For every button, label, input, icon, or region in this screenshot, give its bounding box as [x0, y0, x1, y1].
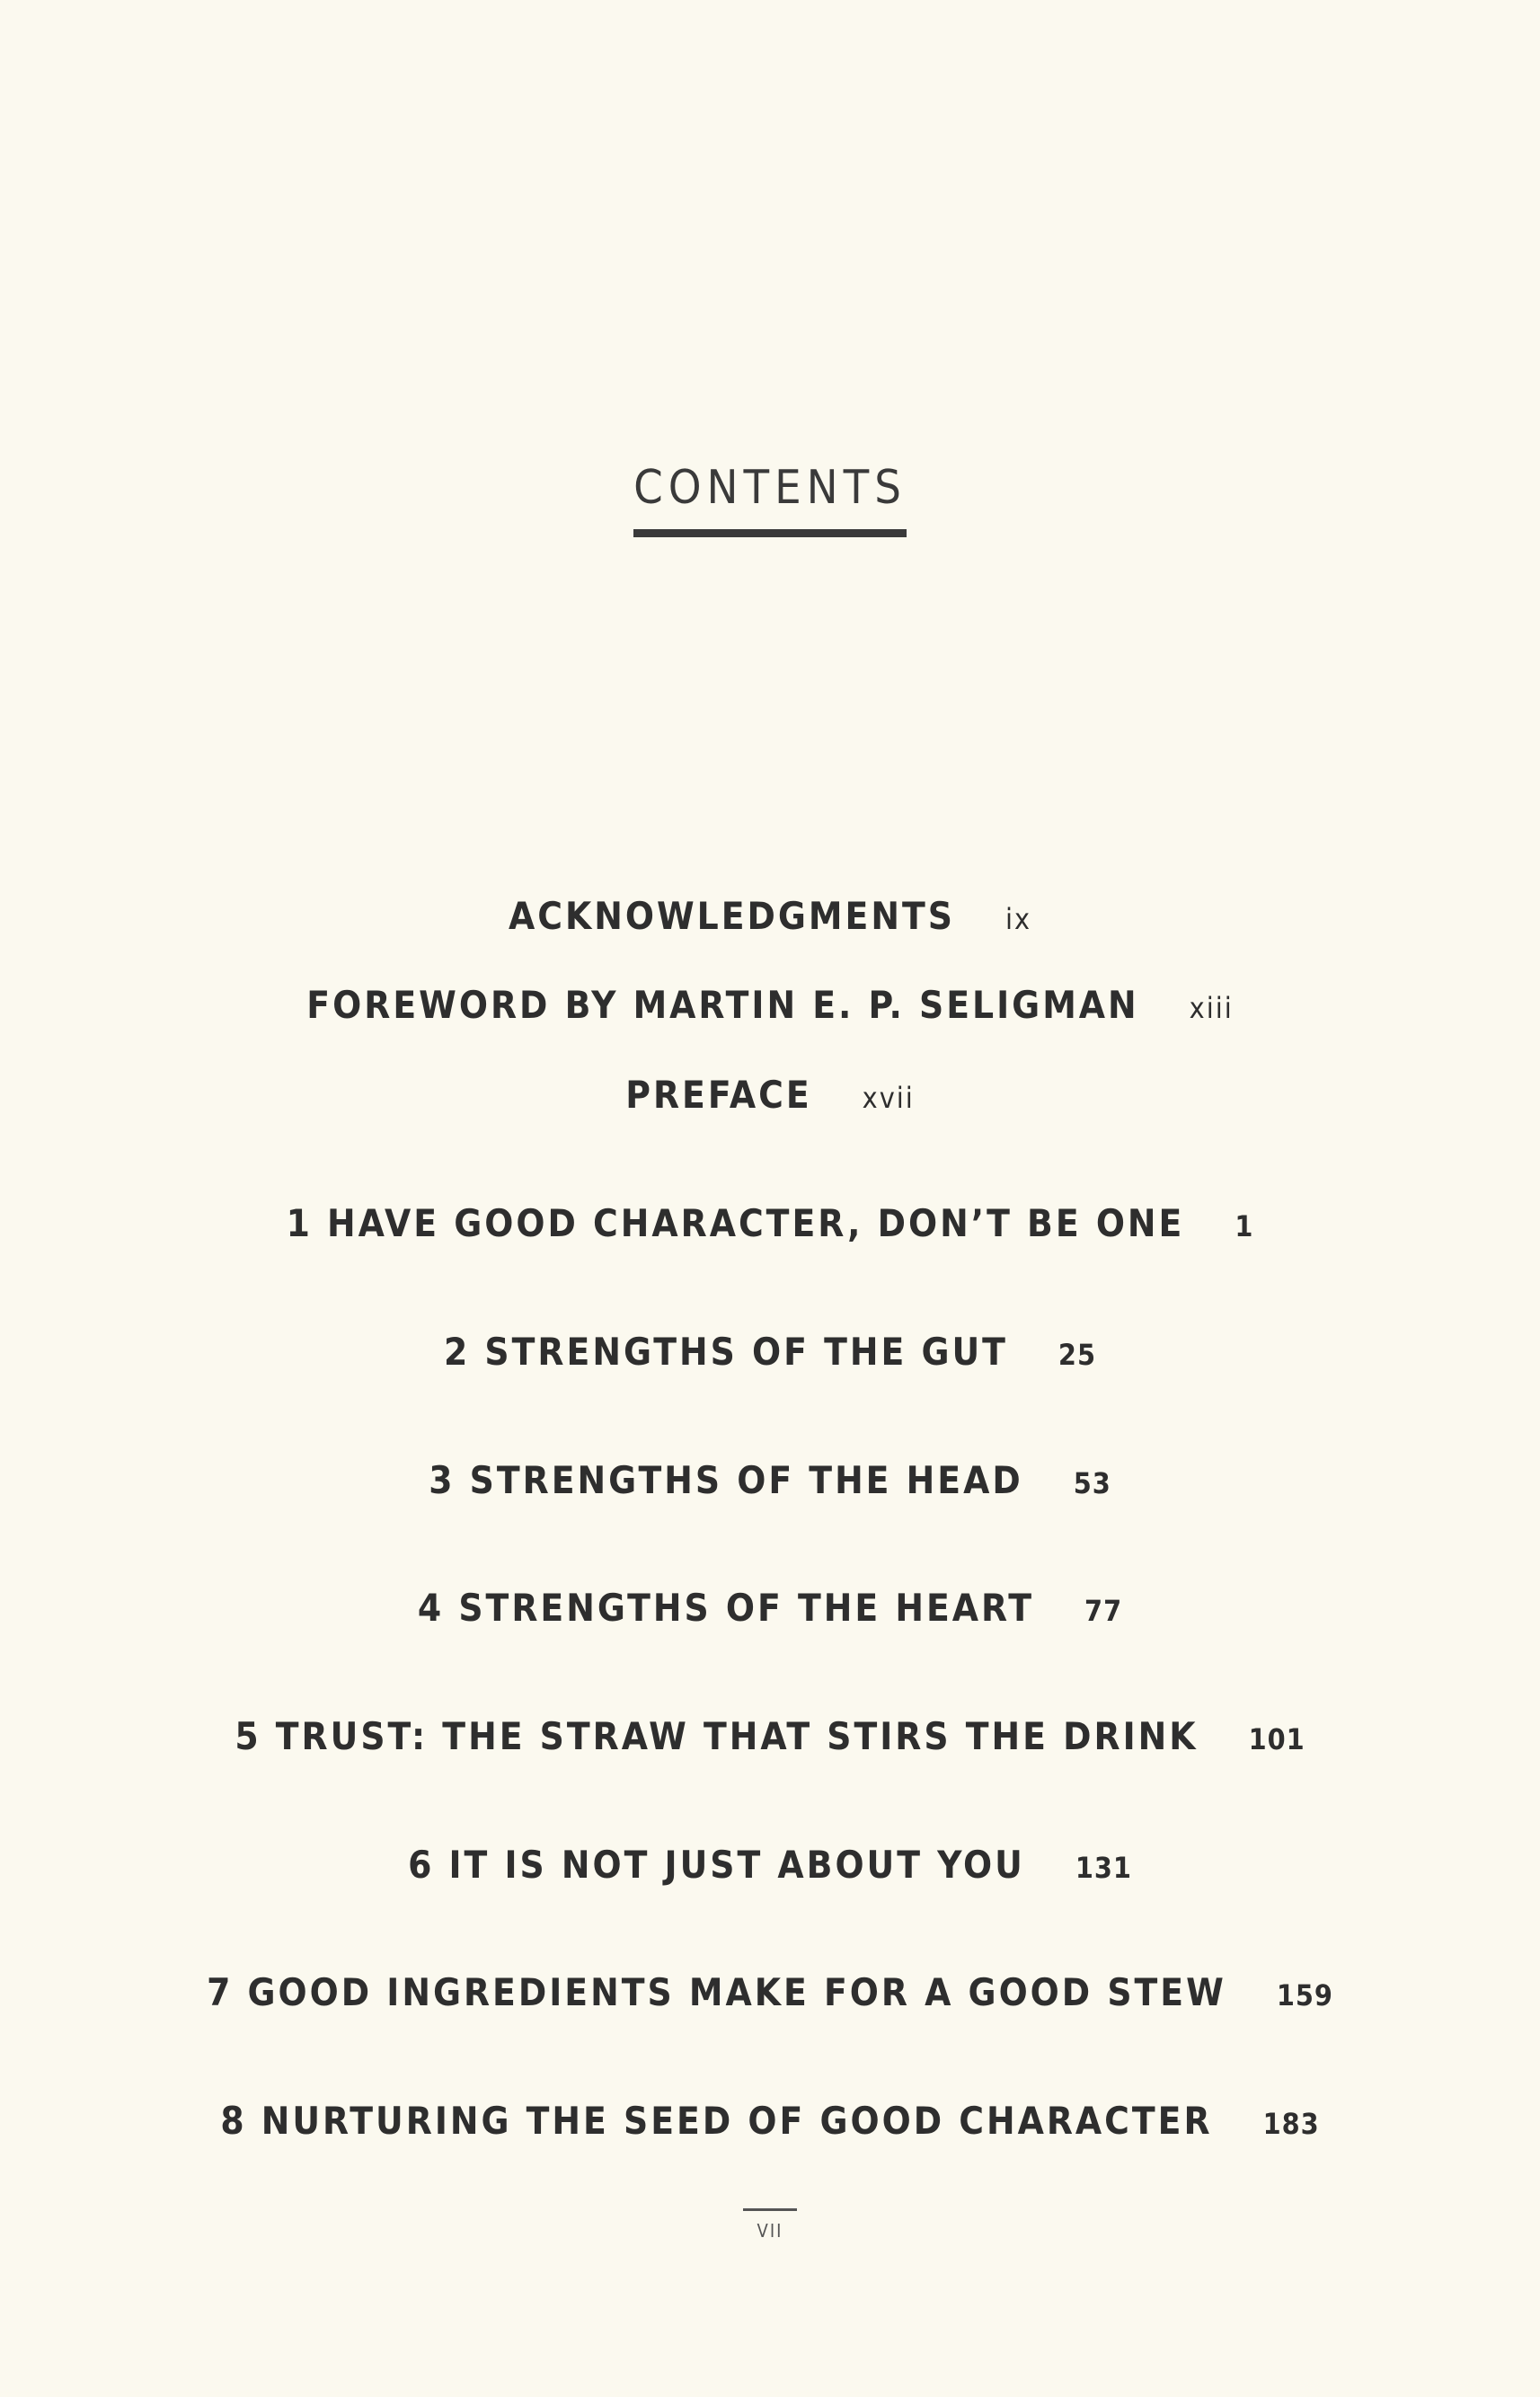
toc-entry-title: 5 TRUST: THE STRAW THAT STIRS THE DRINK: [235, 1714, 1199, 1758]
toc-entry-page: 53: [1073, 1466, 1111, 1500]
toc-entry-page: xiii: [1189, 991, 1234, 1025]
toc-entry-title: 3 STRENGTHS OF THE HEAD: [429, 1458, 1023, 1502]
toc-entry-page: 131: [1075, 1851, 1132, 1885]
toc-entry-title: FOREWORD BY MARTIN E. P. SELIGMAN: [306, 983, 1139, 1027]
toc-entry-title: 1 HAVE GOOD CHARACTER, DON’T BE ONE: [286, 1201, 1185, 1245]
toc-entry-chapter-2: [0, 1330, 1540, 1375]
toc-entry-chapter-5: [0, 1714, 1540, 1759]
toc-entry-page: 77: [1084, 1594, 1123, 1628]
toc-entry-title: PREFACE: [625, 1073, 812, 1117]
page-number: [0, 2208, 1540, 2242]
toc-entry-chapter-1: [0, 1201, 1540, 1246]
toc-entry-acknowledgments: [0, 894, 1540, 939]
toc-entry-title: 6 IT IS NOT JUST ABOUT YOU: [408, 1843, 1025, 1887]
toc-entry-title: ACKNOWLEDGMENTS: [508, 894, 955, 938]
toc-entry-chapter-3: [0, 1458, 1540, 1503]
toc-entry-page: ix: [1005, 902, 1032, 936]
toc-entry-chapter-7: [0, 1970, 1540, 2015]
toc-entry-page: xvii: [862, 1081, 915, 1115]
toc-entry-page: 101: [1248, 1722, 1305, 1756]
toc-entry-chapter-6: [0, 1843, 1540, 1888]
toc-entry-chapter-4: [0, 1586, 1540, 1631]
toc-entry-title: 8 NURTURING THE SEED OF GOOD CHARACTER: [220, 2099, 1213, 2143]
toc-entry-chapter-8: [0, 2099, 1540, 2144]
toc-entry-page: 183: [1262, 2107, 1320, 2141]
toc-entry-foreword: [0, 983, 1540, 1028]
toc-entry-page: 159: [1276, 1978, 1333, 2012]
toc-entry-preface: [0, 1073, 1540, 1118]
folio-label: VII: [743, 2208, 797, 2242]
toc-entry-title: 2 STRENGTHS OF THE GUT: [444, 1330, 1008, 1374]
toc-entry-page: 25: [1058, 1338, 1096, 1372]
toc-entry-title: 4 STRENGTHS OF THE HEART: [417, 1586, 1035, 1630]
title-block: [0, 429, 1540, 569]
toc-entry-title: 7 GOOD INGREDIENTS MAKE FOR A GOOD STEW: [207, 1970, 1226, 2014]
page-title: CONTENTS: [633, 461, 907, 537]
toc-entry-page: 1: [1235, 1209, 1254, 1243]
